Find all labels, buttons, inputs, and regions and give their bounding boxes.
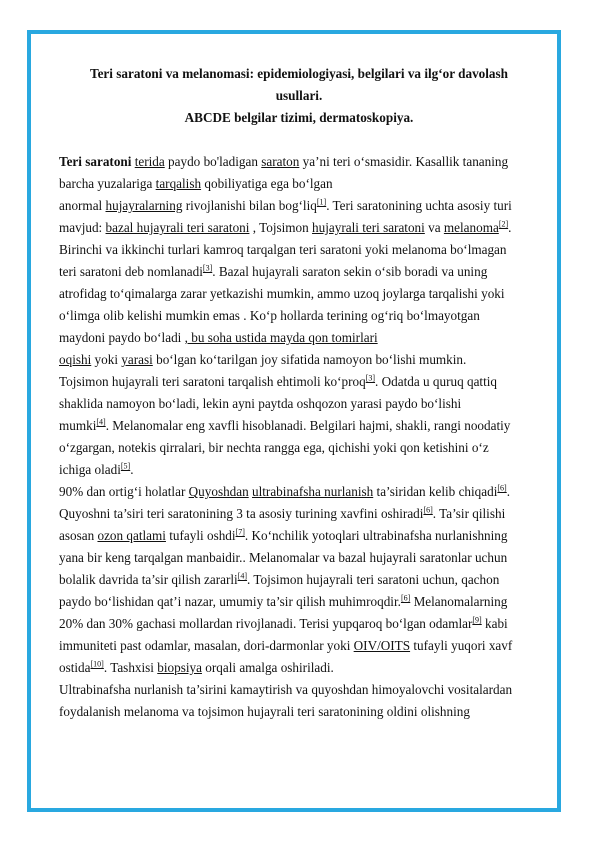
link-oqishi[interactable]: oqishi [59, 352, 92, 367]
text-line: oqishi yoki yarasi bo‘lgan ko‘tarilgan joy sifatida namoyon bo‘lishi mumkin. [59, 352, 467, 367]
link-yarasi[interactable]: yarasi [121, 352, 153, 367]
text-line: maydoni paydo bo‘ladi , bu soha ustida mayda qon tomirlari [59, 330, 378, 345]
text-line: shaklida namoyon bo‘ladi, lekin ayni paytda oshqozon yarasi paydo bo‘lishi [59, 396, 462, 411]
link-bazal-hujayrali[interactable]: bazal hujayrali teri saratoni [105, 220, 250, 235]
text-line: teri saratoni deb nomlanadi[3]. Bazal hujayrali saraton sekin o‘sib boradi va uning [59, 263, 488, 279]
link-ultrabinafsha-nurlanish[interactable]: ultrabinafsha nurlanish [252, 484, 374, 499]
text-line: bolalik davrida ta’sir qilish zararli[4]. Tojsimon hujayrali teri saratoni uchun, qachon [59, 571, 500, 587]
text-line: yana bir keng tarqalgan manbaidir.. Melanomalar va bazal hujayrali saratonlar uchun [59, 550, 508, 565]
document-subtitle: ABCDE belgilar tizimi, dermatoskopiya. [184, 110, 414, 125]
text-line: Teri saratoni terida paydo bo'ladigan saraton ya’ni teri o‘smasidir. Kasallik tananing [59, 154, 509, 169]
citation-link[interactable]: [3] [365, 373, 376, 383]
link-quyoshdan[interactable]: Quyoshdan [188, 484, 249, 499]
text-line: Ultrabinafsha nurlanish ta’sirini kamaytirish va quyoshdan himoyalovchi vositalardan [59, 682, 513, 697]
text-line: 20% dan 30% gachasi mollardan rivojlanadi. Terisi yupqaroq bo‘lgan odamlar[9] kabi [59, 615, 508, 631]
link-hujayrali-teri-saratoni[interactable]: hujayrali teri saratoni [312, 220, 425, 235]
text-line: 90% dan ortig‘i holatlar Quyoshdan ultrabinafsha nurlanish ta’siridan kelib chiqadi[6]. [59, 483, 511, 499]
citation-link[interactable]: [4] [237, 571, 248, 581]
link-melanoma[interactable]: melanoma [443, 220, 499, 235]
link-terida[interactable]: terida [134, 154, 165, 169]
text-line: Quyoshni ta’siri teri saratonining 3 ta asosiy turining xavfini oshiradi[6]. Ta’sir qilishi [59, 505, 506, 521]
citation-link[interactable]: [5] [120, 461, 131, 471]
text-line: Birinchi va ikkinchi turlari kamroq tarqalgan teri saratoni yoki melanoma bo‘lmagan [59, 242, 507, 257]
citation-link[interactable]: [4] [96, 417, 106, 427]
citation-link[interactable]: [10] [90, 659, 104, 669]
term-bold: Teri saratoni [59, 154, 132, 169]
text-line: foydalanish melanoma va tojsimon hujayrali teri saratonining oldini olishning [59, 704, 470, 719]
citation-link[interactable]: [6] [423, 505, 433, 515]
text-line: o‘zgargan, notekis qirralari, bir nechta rangga ega, qichishi yoki qon ketishini o‘z [59, 440, 489, 455]
document-body [59, 151, 539, 723]
citation-link[interactable]: [2] [498, 219, 509, 229]
link-tarqalish[interactable]: tarqalish [155, 176, 202, 191]
text-line: ostida[10]. Tashxisi biopsiya orqali amalga oshiriladi. [59, 659, 334, 675]
link-hujayralarning[interactable]: hujayralarning [105, 198, 183, 213]
text-line: mumki[4]. Melanomalar eng xavfli hisoblanadi. Belgilari hajmi, shakli, rangi noodatiy [59, 417, 511, 433]
text-line: immuniteti past odamlar, masalan, dori-darmonlar yoki OIV/OITS tufayli yuqori xavf [59, 638, 513, 653]
text-line: paydo bo‘lishidan qat’i nazar, umumiy ta’sir qilish muhimroqdir.[6] Melanomalarning [59, 593, 508, 609]
link-saraton[interactable]: saraton [261, 154, 300, 169]
link-ozon-qatlami[interactable]: ozon qatlami [97, 528, 166, 543]
link-biopsiya[interactable]: biopsiya [157, 660, 202, 675]
text-line: asosan ozon qatlami tufayli oshdi[7]. Ko‘nchilik yotoqlari ultrabinafsha nurlanishning [59, 527, 508, 543]
citation-link[interactable]: [1] [316, 197, 327, 207]
citation-link[interactable]: [9] [472, 615, 482, 625]
citation-link[interactable]: [7] [235, 527, 245, 537]
link-oiv-oits[interactable]: OIV/OITS [353, 638, 411, 653]
document-title-line-2: usullari. [275, 88, 323, 103]
text-line: anormal hujayralarning rivojlanishi bilan bog‘liq[1]. Teri saratonining uchta asosiy turi [59, 197, 512, 213]
text-line: o‘limga olib kelishi mumkin emas . Ko‘p hollarda terining og‘riq bo‘lmayotgan [59, 308, 480, 323]
text-line: mavjud: bazal hujayrali teri saratoni , Tojsimon hujayrali teri saratoni va melanoma[2]. [59, 219, 512, 235]
document-title-line-1: Teri saratoni va melanomasi: epidemiologiyasi, belgilari va ilg‘or davolash [90, 66, 508, 81]
text-line: barcha yuzalariga tarqalish qobiliyatiga ega bo‘lgan [59, 176, 333, 191]
link-qon-tomirlari[interactable]: , bu soha ustida mayda qon tomirlari [184, 330, 378, 345]
citation-link[interactable]: [3] [202, 263, 213, 273]
citation-link[interactable]: [6] [400, 593, 411, 603]
text-line: ichiga oladi[5]. [59, 461, 134, 477]
text-line: Tojsimon hujayrali teri saratoni tarqalish ehtimoli ko‘proq[3]. Odatda u quruq qattiq [59, 373, 498, 389]
text-line: atrofidag to‘qimalarga zarar yetkazishi mumkin, ammo uzoq joylarga tarqalishi yoki [59, 286, 505, 301]
citation-link[interactable]: [6] [497, 483, 507, 493]
document-content [59, 63, 539, 723]
